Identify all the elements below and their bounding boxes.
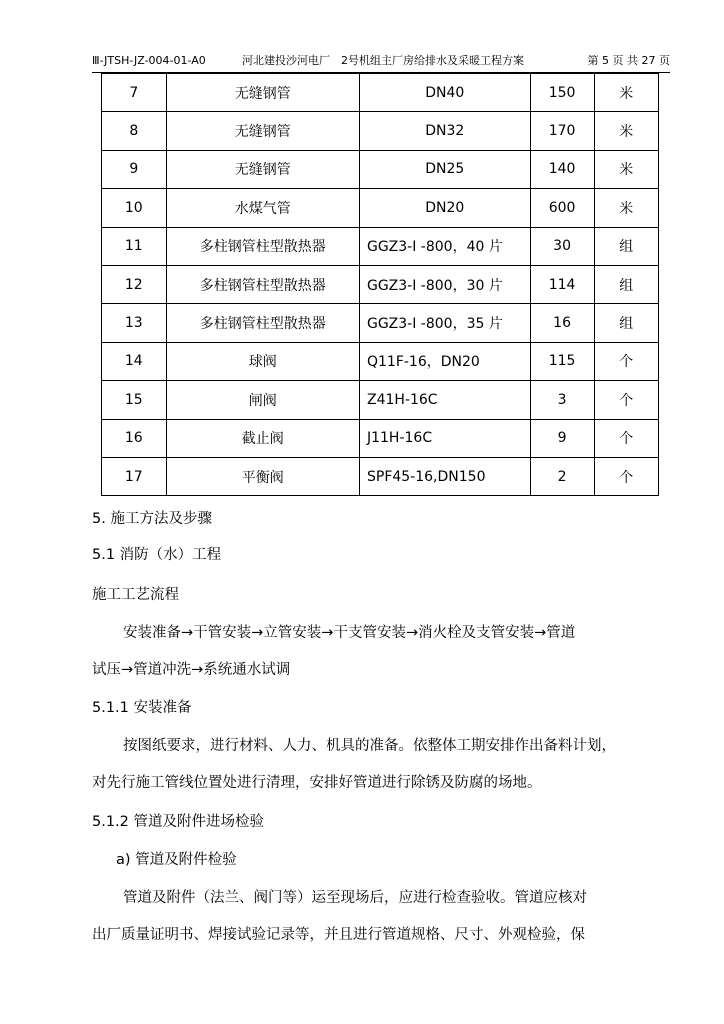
paragraph-a-line-2: 出厂质量证明书、焊接试验记录等，并且进行管道规格、尺寸、外观检验，保 <box>92 927 585 943</box>
flow-title: 施工工艺流程 <box>92 587 179 603</box>
item-spec: DN32 <box>359 112 530 150</box>
row-number: 16 <box>102 419 167 457</box>
item-quantity: 140 <box>530 150 594 188</box>
item-unit: 组 <box>594 227 658 265</box>
item-unit: 个 <box>594 342 658 380</box>
paragraph-5-1-1-line-2: 对先行施工管线位置处进行清理，安排好管道进行除锈及防腐的场地。 <box>92 775 542 791</box>
materials-table <box>101 73 659 496</box>
item-unit: 个 <box>594 419 658 457</box>
item-quantity: 30 <box>530 227 594 265</box>
item-spec: SPF45-16,DN150 <box>359 457 530 495</box>
table-row <box>102 342 659 380</box>
table-row <box>102 189 659 227</box>
row-number: 8 <box>102 112 167 150</box>
item-quantity: 16 <box>530 304 594 342</box>
item-quantity: 9 <box>530 419 594 457</box>
table-row <box>102 265 659 303</box>
item-name: 水煤气管 <box>166 189 359 227</box>
item-quantity: 115 <box>530 342 594 380</box>
item-quantity: 170 <box>530 112 594 150</box>
item-quantity: 2 <box>530 457 594 495</box>
item-spec: Z41H-16C <box>359 381 530 419</box>
document-code: Ⅲ-JTSH-JZ-004-01-A0 <box>92 54 206 67</box>
item-name: 截止阀 <box>166 419 359 457</box>
page-header <box>92 54 670 73</box>
row-number: 10 <box>102 189 167 227</box>
table-row <box>102 112 659 150</box>
item-spec: GGZ3-I -800，40 片 <box>359 227 530 265</box>
row-number: 9 <box>102 150 167 188</box>
item-unit: 个 <box>594 381 658 419</box>
table-row <box>102 419 659 457</box>
page-number: 第 5 页 共 27 页 <box>587 54 670 67</box>
item-quantity: 114 <box>530 265 594 303</box>
item-name: 多柱钢管柱型散热器 <box>166 265 359 303</box>
row-number: 11 <box>102 227 167 265</box>
row-number: 12 <box>102 265 167 303</box>
document-title: 河北建投沙河电厂 2号机组主厂房给排水及采暖工程方案 <box>242 54 524 67</box>
item-unit: 组 <box>594 265 658 303</box>
item-unit: 米 <box>594 189 658 227</box>
item-name: 平衡阀 <box>166 457 359 495</box>
item-spec: GGZ3-I -800，35 片 <box>359 304 530 342</box>
item-name: 无缝钢管 <box>166 74 359 112</box>
item-quantity: 150 <box>530 74 594 112</box>
table-row <box>102 381 659 419</box>
row-number: 17 <box>102 457 167 495</box>
item-unit: 米 <box>594 74 658 112</box>
item-name: 多柱钢管柱型散热器 <box>166 304 359 342</box>
item-name: 多柱钢管柱型散热器 <box>166 227 359 265</box>
item-name: 闸阀 <box>166 381 359 419</box>
paragraph-a-line-1: 管道及附件（法兰、阀门等）运至现场后，应进行检查验收。管道应核对 <box>123 890 587 906</box>
flow-line-2: 试压→管道冲洗→系统通水试调 <box>92 662 291 678</box>
table-row <box>102 74 659 112</box>
table-row <box>102 227 659 265</box>
item-spec: GGZ3-I -800，30 片 <box>359 265 530 303</box>
table-row <box>102 150 659 188</box>
item-quantity: 3 <box>530 381 594 419</box>
flow-line-1: 安装准备→干管安装→立管安装→干支管安装→消火栓及支管安装→管道 <box>123 625 576 641</box>
item-spec: J11H-16C <box>359 419 530 457</box>
item-unit: 组 <box>594 304 658 342</box>
section-heading-5-1-2: 5.1.2 管道及附件进场检验 <box>92 814 265 830</box>
section-heading-5-1: 5.1 消防（水）工程 <box>92 547 222 563</box>
item-spec: Q11F-16，DN20 <box>359 342 530 380</box>
item-spec: DN25 <box>359 150 530 188</box>
table-row <box>102 304 659 342</box>
item-name: 无缝钢管 <box>166 112 359 150</box>
row-number: 7 <box>102 74 167 112</box>
row-number: 15 <box>102 381 167 419</box>
item-name: 无缝钢管 <box>166 150 359 188</box>
item-unit: 米 <box>594 112 658 150</box>
item-spec: DN40 <box>359 74 530 112</box>
subsection-a-heading: a) 管道及附件检验 <box>116 852 237 868</box>
section-heading-5-1-1: 5.1.1 安装准备 <box>92 700 192 716</box>
table-row <box>102 457 659 495</box>
section-heading-5: 5. 施工方法及步骤 <box>92 511 212 527</box>
row-number: 14 <box>102 342 167 380</box>
item-spec: DN20 <box>359 189 530 227</box>
item-unit: 米 <box>594 150 658 188</box>
paragraph-5-1-1-line-1: 按图纸要求，进行材料、人力、机具的准备。依整体工期安排作出备料计划， <box>123 738 616 754</box>
item-name: 球阀 <box>166 342 359 380</box>
item-quantity: 600 <box>530 189 594 227</box>
item-unit: 个 <box>594 457 658 495</box>
row-number: 13 <box>102 304 167 342</box>
